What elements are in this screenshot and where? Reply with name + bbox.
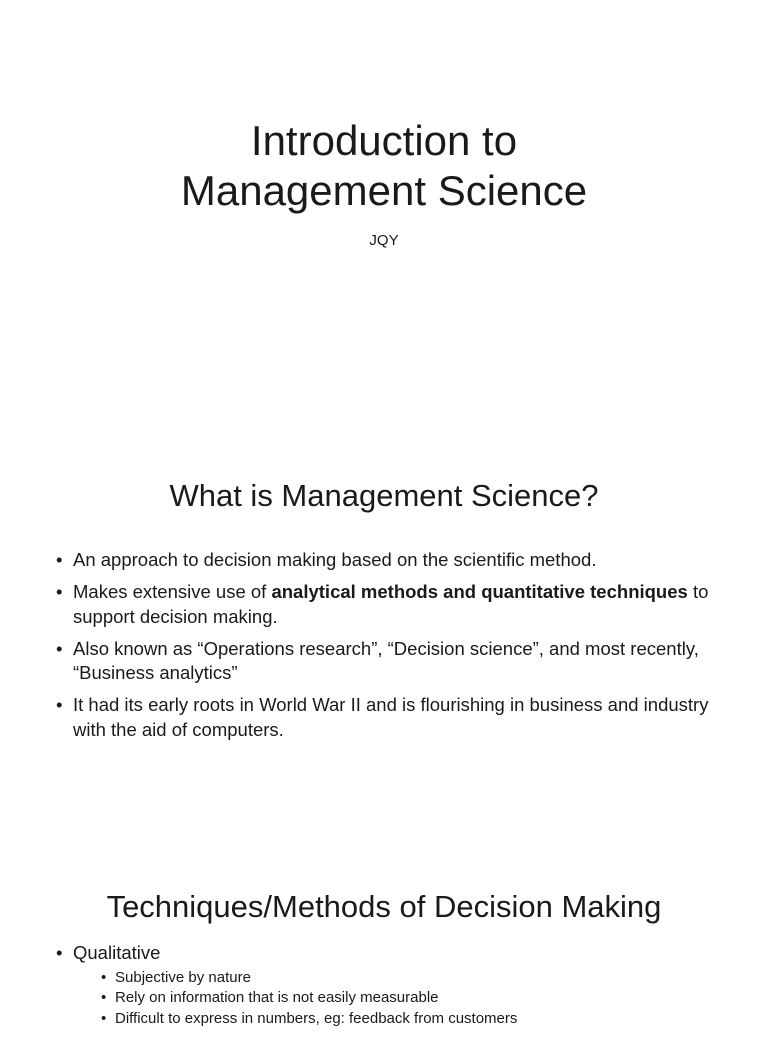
bullet-text: Qualitative <box>73 942 161 963</box>
title-line-2: Management Science <box>180 167 588 214</box>
bullet-item <box>56 637 716 686</box>
what-is-slide <box>0 432 768 858</box>
bullet-text-post: to support decision making. <box>73 581 709 627</box>
sub-bullet-item: • Subjective by nature <box>101 968 716 989</box>
author-subtitle: JQY <box>369 232 399 249</box>
bullet-text: It had its early roots in World War II and is flourishing in business and industry with the aid of computers. <box>73 694 709 740</box>
bullet-item <box>56 693 716 742</box>
bullet-text: Also known as “Operations research”, “Decision science”, and most recently, “Business analytics” <box>73 637 699 683</box>
bullet-text-pre: Makes extensive use of <box>73 581 272 602</box>
bullet-list <box>56 941 716 1037</box>
bullet-item <box>56 580 716 629</box>
title-slide <box>0 0 768 432</box>
bullet-text: An approach to decision making based on the scientific method. <box>73 549 597 570</box>
slide-heading: Techniques/Methods of Decision Making <box>106 889 662 924</box>
sub-bullet-list <box>73 968 716 1030</box>
bullet-text-bold: analytical methods and quantitative techniques <box>271 581 688 602</box>
sub-bullet-item: • Difficult to express in numbers, eg: feedback from customers <box>101 1009 716 1030</box>
title-line-1: Introduction to <box>250 117 518 164</box>
slide-heading: What is Management Science? <box>169 478 599 513</box>
sub-bullet-item: • Rely on information that is not easily measurable <box>101 988 716 1009</box>
techniques-slide <box>0 858 768 1027</box>
bullet-item <box>56 548 716 573</box>
bullet-item <box>56 941 716 1029</box>
bullet-list <box>56 548 716 750</box>
